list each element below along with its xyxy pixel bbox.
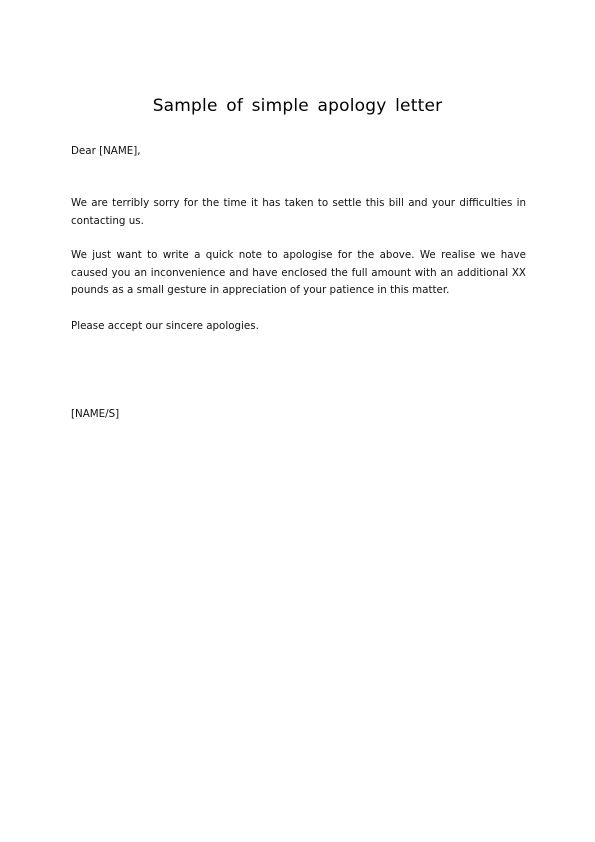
letter-title: Sample of simple apology letter (152, 96, 443, 116)
closing-line: Please accept our sincere apologies. (71, 320, 259, 332)
signature-placeholder: [NAME/S] (71, 408, 120, 420)
salutation: Dear [NAME], (71, 145, 141, 157)
paragraph-explanation: We just want to write a quick note to apologise for the above. We realise we have caused you an inconvenience and have enclosed the full amount with an additional XX pounds as a small gesture in appreciation of your patience in this matter. (71, 249, 526, 296)
paragraph-apology: We are terribly sorry for the time it has taken to settle this bill and your difficulties in contacting us. (71, 197, 526, 227)
